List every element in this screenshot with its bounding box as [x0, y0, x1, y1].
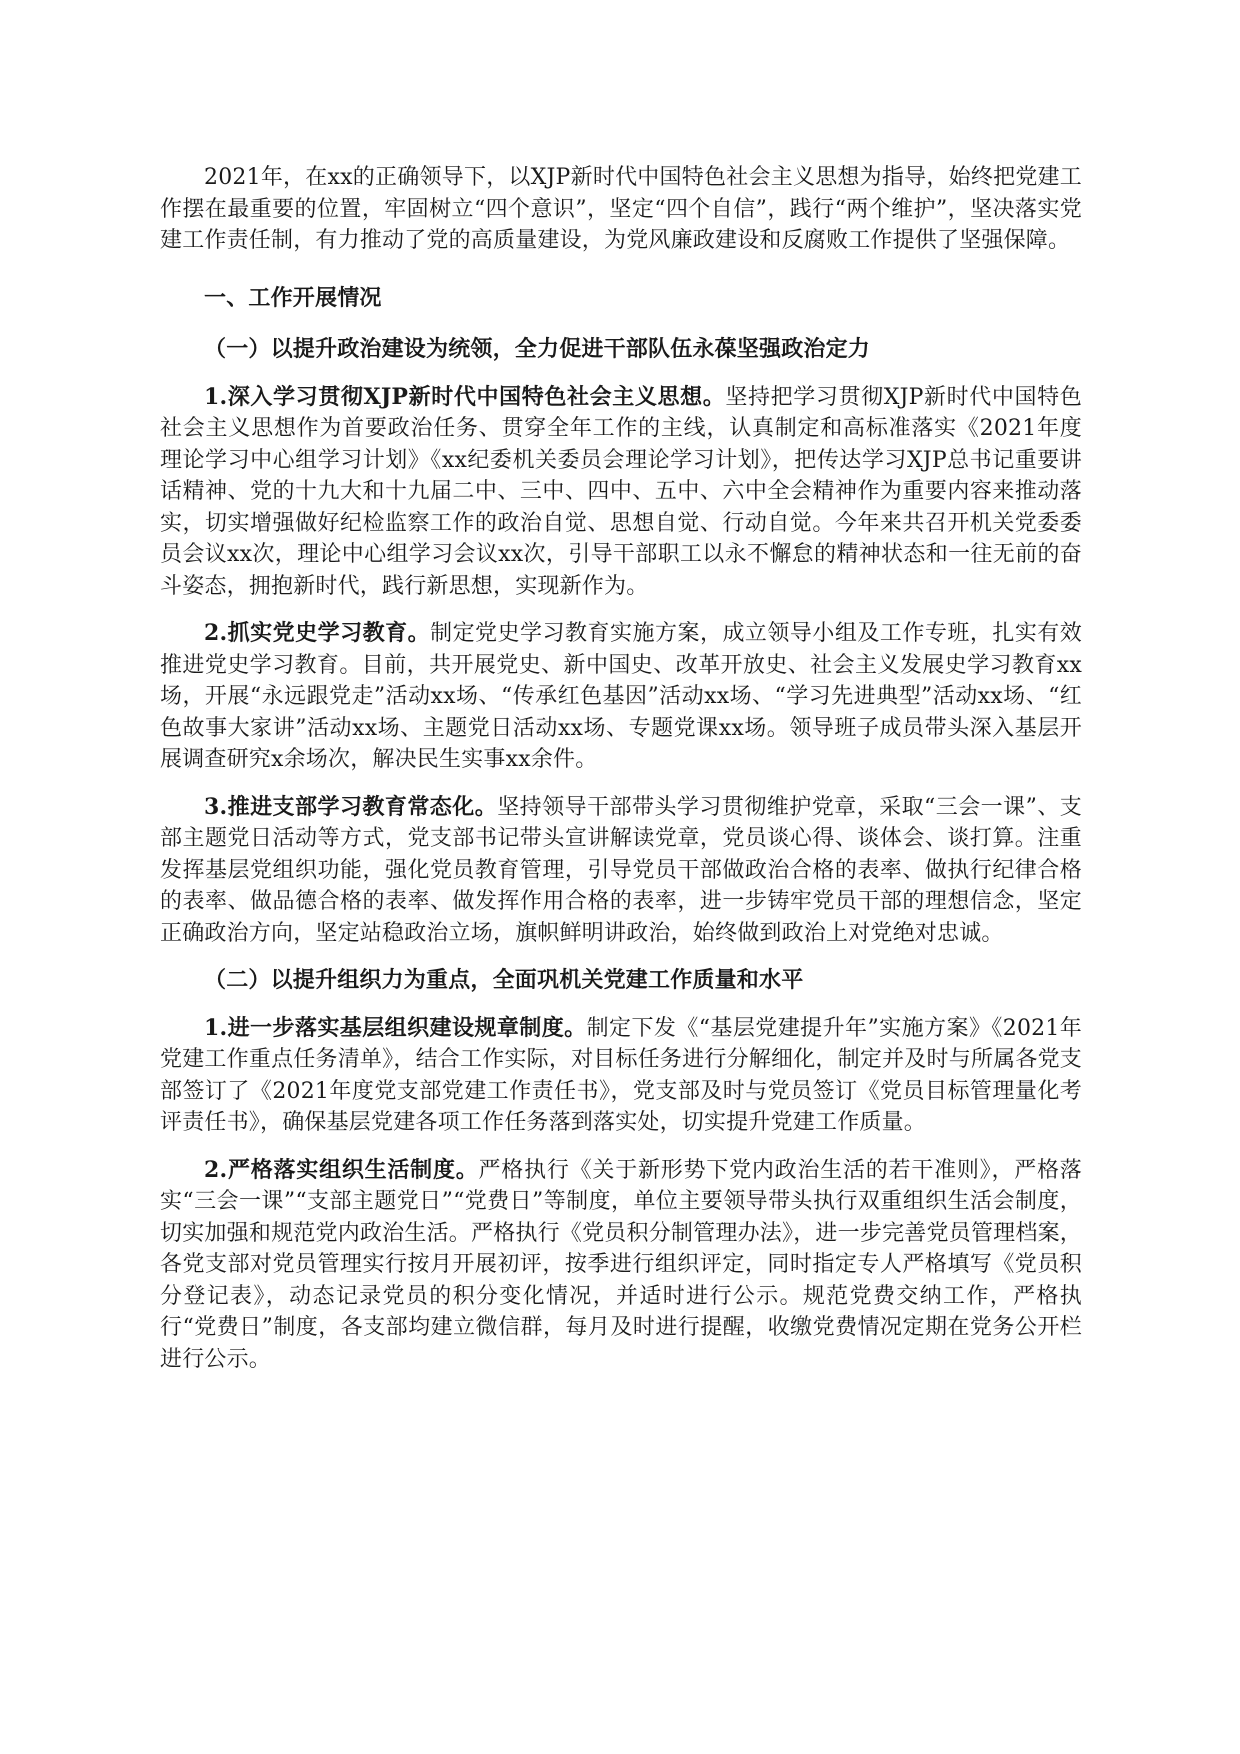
item-lead: 2.抓实党史学习教育。 [204, 620, 431, 646]
document-page [160, 162, 1082, 1391]
item-paragraph [160, 792, 1082, 950]
intro-paragraph: 2021年，在xx的正确领导下，以XJP新时代中国特色社会主义思想为指导，始终把党建工作摆在最重要的位置，牢固树立“四个意识”，坚定“四个自信”，践行“两个维护”，坚决落实党建工作责任制，有力推动了党的高质量建设，为党风廉政建设和反腐败工作提供了坚强保障。 [160, 165, 1082, 253]
item-lead: 3.推进支部学习教育常态化。 [204, 793, 498, 820]
item-body: 制定下发《“基层党建提升年”实施方案》《2021年党建工作重点任务清单》，结合工作实际，对目标任务进行分解细化，制定并及时与所属各党支部签订了《2021年度党支部党建工作责任书》，党支部及时与党员签订《党员目标管理量化考评责任书》，确保基层党建各项工作任务落到落实处，切实提升党建工作质量。 [160, 1015, 1083, 1135]
item-lead: 1.深入学习贯彻XJP新时代中国特色社会主义思想。 [204, 383, 726, 410]
subsection-1-heading: （一）以提升政治建设为统领，全力促进干部队伍永葆坚强政治定力 [204, 336, 871, 362]
item-paragraph [160, 618, 1082, 776]
item-paragraph [160, 1155, 1082, 1376]
item-paragraph [160, 1013, 1082, 1139]
item-body: 坚持领导干部带头学习贯彻维护党章，采取“三会一课”、支部主题党日活动等方式，党支部书记带头宣讲解读党章，党员谈心得、谈体会、谈打算。注重发挥基层党组织功能，强化党员教育管理，引导党员干部做政治合格的表率、做执行纪律合格的表率、做品德合格的表率、做发挥作用合格的表率，进一步铸牢党员干部的理想信念，坚定正确政治方向，坚定站稳政治立场，旗帜鲜明讲政治，始终做到政治上对党绝对忠诚。 [160, 794, 1082, 946]
subsection-2-heading: （二）以提升组织力为重点，全面巩机关党建工作质量和水平 [204, 967, 804, 993]
section-1-heading: 一、工作开展情况 [204, 284, 382, 311]
item-body: 制定党史学习教育实施方案，成立领导小组及工作专班，扎实有效推进党史学习教育。目前，共开展党史、新中国史、改革开放史、社会主义发展史学习教育xx场，开展“永远跟党走”活动xx场、“传承红色基因”活动xx场、“学习先进典型”活动xx场、“红色故事大家讲”活动xx场、主题党日活动xx场、专题党课xx场。领导班子成员带头深入基层开展调查研究x余场次，解决民生实事xx余件。 [160, 621, 1082, 772]
item-lead: 2.严格落实组织生活制度。 [204, 1156, 479, 1183]
item-body: 严格执行《关于新形势下党内政治生活的若干准则》，严格落实“三会一课”“支部主题党日”“党费日”等制度，单位主要领导带头执行双重组织生活会制度，切实加强和规范党内政治生活。严格执行《党员积分制管理办法》，进一步完善党员管理档案，各党支部对党员管理实行按月开展初评，按季进行组织评定，同时指定专人严格填写《党员积分登记表》，动态记录党员的积分变化情况，并适时进行公示。规范党费交纳工作，严格执行“党费日”制度，各支部均建立微信群，每月及时进行提醒，收缴党费情况定期在党务公开栏进行公示。 [160, 1157, 1082, 1372]
item-paragraph [160, 382, 1082, 603]
item-body: 坚持把学习贯彻XJP新时代中国特色社会主义思想作为首要政治任务、贯穿全年工作的主线，认真制定和高标准落实《2021年度理论学习中心组学习计划》《xx纪委机关委员会理论学习计划》，把传达学习XJP总书记重要讲话精神、党的十九大和十九届二中、三中、四中、五中、六中全会精神作为重要内容来推动落实，切实增强做好纪检监察工作的政治自觉、思想自觉、行动自觉。今年来共召开机关党委委员会议xx次，理论中心组学习会议xx次，引导干部职工以永不懈怠的精神状态和一往无前的奋斗姿态，拥抱新时代，践行新思想，实现新作为。 [160, 384, 1082, 599]
item-lead: 1.进一步落实基层组织建设规章制度。 [204, 1014, 587, 1041]
